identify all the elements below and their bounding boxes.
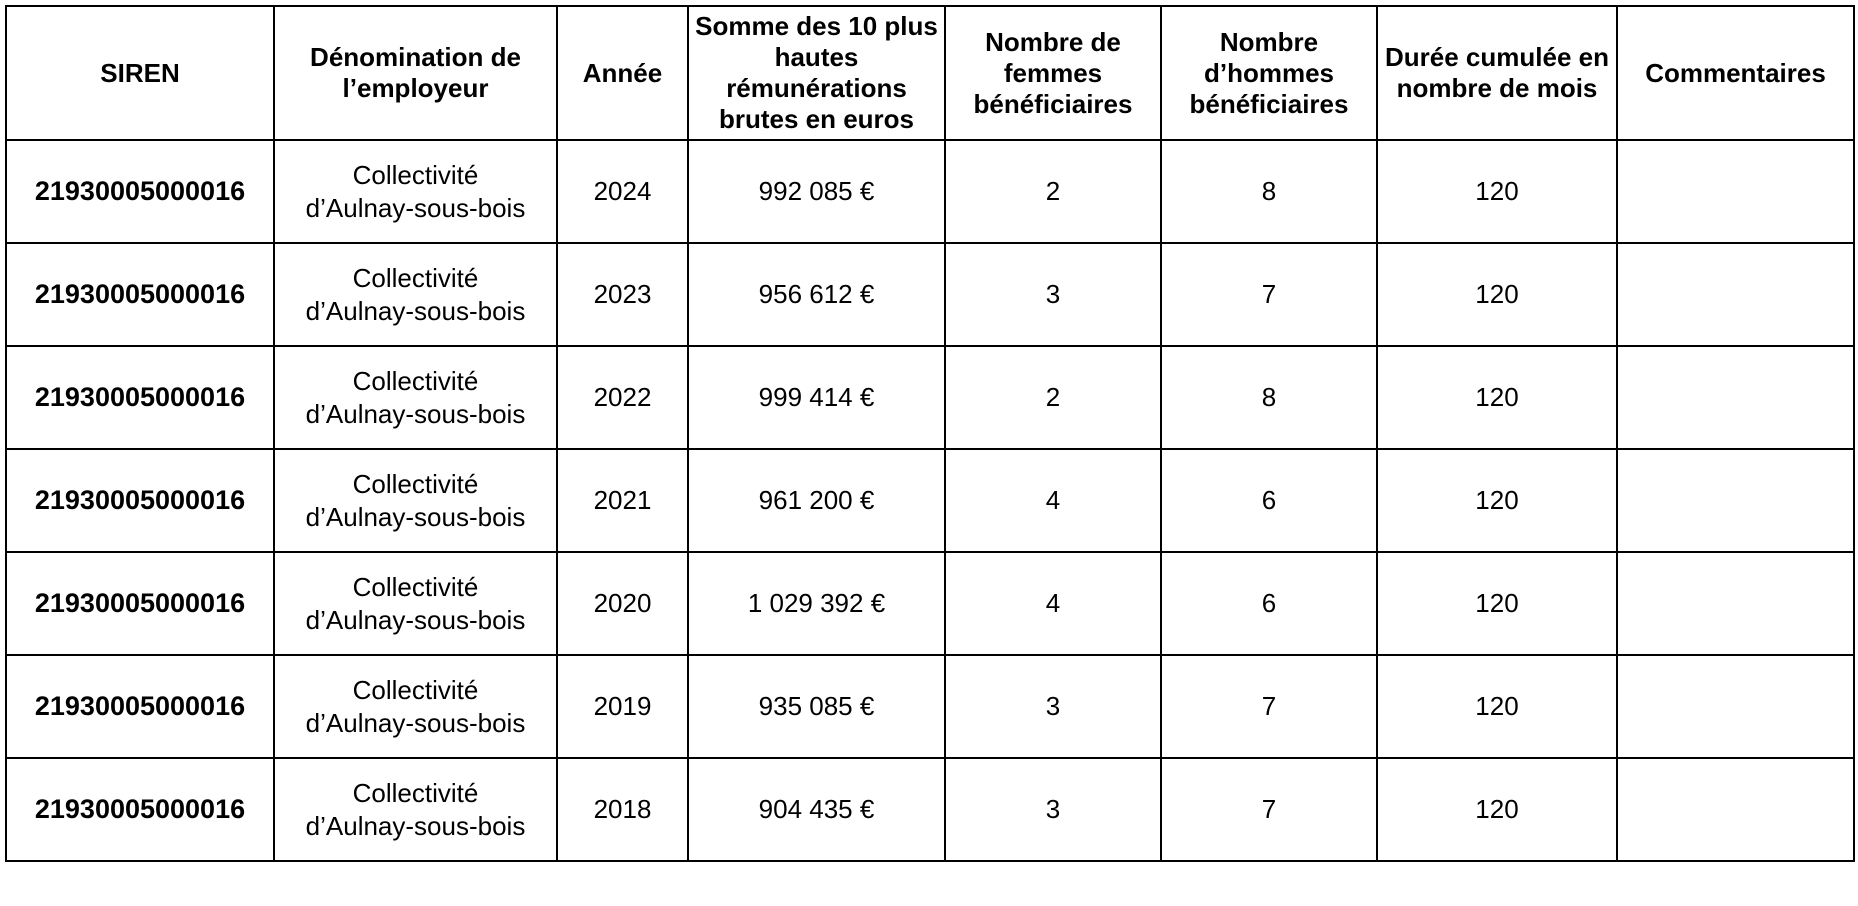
- men-cell: 7: [1161, 655, 1377, 758]
- women-cell: 3: [945, 758, 1161, 861]
- comments-cell: [1617, 346, 1854, 449]
- women-cell: 4: [945, 449, 1161, 552]
- sum-cell: 1 029 392 €: [688, 552, 945, 655]
- sum-cell: 904 435 €: [688, 758, 945, 861]
- year-cell: 2023: [557, 243, 688, 346]
- duration-cell: 120: [1377, 243, 1617, 346]
- siren-cell: 21930005000016: [6, 449, 274, 552]
- header-sum: Somme des 10 plus hautes rémunérations brutes en euros: [688, 6, 945, 140]
- duration-cell: 120: [1377, 140, 1617, 243]
- employer-line2: d’Aulnay-sous-bois: [305, 398, 526, 429]
- siren-cell: 21930005000016: [6, 346, 274, 449]
- comments-cell: [1617, 449, 1854, 552]
- header-row: [6, 6, 1854, 140]
- employer-line2: d’Aulnay-sous-bois: [305, 707, 526, 738]
- comments-cell: [1617, 140, 1854, 243]
- siren-cell: 21930005000016: [6, 758, 274, 861]
- table-row: [6, 449, 1854, 552]
- duration-cell: 120: [1377, 655, 1617, 758]
- header-comments: Commentaires: [1617, 6, 1854, 140]
- siren-cell: 21930005000016: [6, 552, 274, 655]
- employer-cell: [274, 655, 557, 758]
- duration-cell: 120: [1377, 758, 1617, 861]
- men-cell: 7: [1161, 243, 1377, 346]
- table-row: [6, 243, 1854, 346]
- duration-cell: 120: [1377, 552, 1617, 655]
- sum-cell: 956 612 €: [688, 243, 945, 346]
- remuneration-table: [5, 5, 1855, 862]
- comments-cell: [1617, 243, 1854, 346]
- header-duration: Durée cumulée en nombre de mois: [1377, 6, 1617, 140]
- year-cell: 2022: [557, 346, 688, 449]
- employer-line1: Collectivité: [352, 262, 479, 293]
- employer-line2: d’Aulnay-sous-bois: [305, 810, 526, 841]
- men-cell: 6: [1161, 449, 1377, 552]
- sum-cell: 992 085 €: [688, 140, 945, 243]
- women-cell: 4: [945, 552, 1161, 655]
- men-cell: 6: [1161, 552, 1377, 655]
- employer-line2: d’Aulnay-sous-bois: [305, 295, 526, 326]
- employer-cell: [274, 243, 557, 346]
- employer-line2: d’Aulnay-sous-bois: [305, 604, 526, 635]
- employer-line1: Collectivité: [352, 365, 479, 396]
- employer-cell: [274, 449, 557, 552]
- header-employer: Dénomination de l’employeur: [274, 6, 557, 140]
- employer-line2: d’Aulnay-sous-bois: [305, 192, 526, 223]
- table-row: [6, 346, 1854, 449]
- header-year: Année: [557, 6, 688, 140]
- table-row: [6, 140, 1854, 243]
- employer-line1: Collectivité: [352, 777, 479, 808]
- employer-cell: [274, 758, 557, 861]
- comments-cell: [1617, 758, 1854, 861]
- employer-line1: Collectivité: [352, 674, 479, 705]
- duration-cell: 120: [1377, 346, 1617, 449]
- year-cell: 2020: [557, 552, 688, 655]
- table-row: [6, 655, 1854, 758]
- header-women: Nombre de femmes bénéficiaires: [945, 6, 1161, 140]
- remuneration-table-container: [5, 5, 1855, 862]
- siren-cell: 21930005000016: [6, 140, 274, 243]
- women-cell: 3: [945, 655, 1161, 758]
- employer-line1: Collectivité: [352, 468, 479, 499]
- sum-cell: 961 200 €: [688, 449, 945, 552]
- employer-line2: d’Aulnay-sous-bois: [305, 501, 526, 532]
- comments-cell: [1617, 655, 1854, 758]
- header-men: Nombre d’hommes bénéficiaires: [1161, 6, 1377, 140]
- employer-cell: [274, 346, 557, 449]
- header-siren: SIREN: [6, 6, 274, 140]
- employer-cell: [274, 140, 557, 243]
- sum-cell: 935 085 €: [688, 655, 945, 758]
- year-cell: 2018: [557, 758, 688, 861]
- men-cell: 8: [1161, 346, 1377, 449]
- year-cell: 2024: [557, 140, 688, 243]
- year-cell: 2021: [557, 449, 688, 552]
- employer-cell: [274, 552, 557, 655]
- siren-cell: 21930005000016: [6, 243, 274, 346]
- table-row: [6, 552, 1854, 655]
- sum-cell: 999 414 €: [688, 346, 945, 449]
- comments-cell: [1617, 552, 1854, 655]
- duration-cell: 120: [1377, 449, 1617, 552]
- women-cell: 3: [945, 243, 1161, 346]
- table-row: [6, 758, 1854, 861]
- women-cell: 2: [945, 140, 1161, 243]
- men-cell: 7: [1161, 758, 1377, 861]
- women-cell: 2: [945, 346, 1161, 449]
- men-cell: 8: [1161, 140, 1377, 243]
- employer-line1: Collectivité: [352, 159, 479, 190]
- employer-line1: Collectivité: [352, 571, 479, 602]
- siren-cell: 21930005000016: [6, 655, 274, 758]
- year-cell: 2019: [557, 655, 688, 758]
